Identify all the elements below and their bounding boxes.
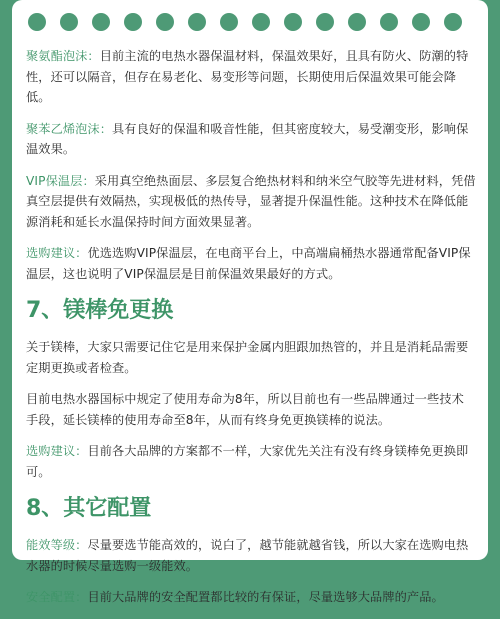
paragraph-label: 聚氨酯泡沫： bbox=[26, 49, 100, 63]
dot-ornament bbox=[60, 13, 78, 31]
decorative-dot-row bbox=[12, 0, 488, 44]
paragraph-label: 能效等级： bbox=[26, 538, 88, 552]
paragraph-text: 尽量要选节能高效的，说白了，越节能就越省钱，所以大家在选购电热水器的时候尽量选购一级能效。 bbox=[26, 538, 469, 573]
dot-ornament bbox=[348, 13, 366, 31]
paragraph-polystyrene bbox=[26, 119, 476, 160]
dot-ornament bbox=[380, 13, 398, 31]
paragraph-text: 目前主流的电热水器保温材料，保温效果好，且具有防火、防潮的特性，还可以隔音，但存在易老化、易变形等问题，长期使用后保温效果可能会降低。 bbox=[26, 49, 469, 104]
dot-ornament bbox=[252, 13, 270, 31]
paragraph-label: 选购建议： bbox=[26, 246, 88, 260]
paragraph-vip-insulation bbox=[26, 171, 476, 233]
dot-ornament bbox=[188, 13, 206, 31]
dot-ornament bbox=[412, 13, 430, 31]
paragraph-rod-advice bbox=[26, 441, 476, 482]
paragraph-label: 聚苯乙烯泡沫： bbox=[26, 121, 113, 136]
paragraph-rod-intro bbox=[26, 337, 476, 378]
paragraph-text: 关于镁棒，大家只需要记住它是用来保护金属内胆跟加热管的，并且是消耗品需要定期更换或者检查。 bbox=[26, 340, 469, 375]
section-heading-other-config: 8、其它配置 bbox=[26, 496, 152, 521]
paragraph-polyurethane bbox=[26, 46, 476, 108]
paragraph-text: 目前大品牌的安全配置都比较的有保证，尽量选够大品牌的产品。 bbox=[87, 590, 444, 604]
dot-ornament bbox=[92, 13, 110, 31]
paragraph-label: 选购建议： bbox=[26, 444, 88, 458]
dot-ornament bbox=[316, 13, 334, 31]
paragraph-text: 采用真空绝热面层、多层复合绝热材料和纳米空气胶等先进材料，凭借真空层提供有效隔热，实现极低的热传导，显著提升保温性能。这种技术在降低能源消耗和延长水温保持时间方面效果显著。 bbox=[26, 173, 476, 229]
dot-ornament bbox=[284, 13, 302, 31]
paragraph-safety-config bbox=[26, 587, 476, 608]
paragraph-text: 目前各大品牌的方案都不一样，大家优先关注有没有终身镁棒免更换即可。 bbox=[26, 444, 469, 479]
dot-ornament bbox=[124, 13, 142, 31]
paragraph-text: 优选选购VIP保温层，在电商平台上，中高端扁桶热水器通常配备VIP保温层，这也说明了VIP保温层是目前保温效果最好的方式。 bbox=[26, 246, 471, 281]
paragraph-label: 安全配置： bbox=[26, 590, 88, 604]
dot-ornament bbox=[220, 13, 238, 31]
dot-ornament bbox=[444, 13, 462, 31]
dot-ornament bbox=[156, 13, 174, 31]
paragraph-text: 目前电热水器国标中规定了使用寿命为8年，所以目前也有一些品牌通过一些技术手段，延长镁棒的使用寿命至8年，从而有终身免更换镁棒的说法。 bbox=[26, 392, 464, 427]
dot-ornament bbox=[28, 13, 46, 31]
paragraph-text: 具有良好的保温和吸音性能，但其密度较大，易受潮变形，影响保温效果。 bbox=[26, 121, 469, 156]
paragraph-energy-level bbox=[26, 535, 476, 576]
paragraph-purchase-advice bbox=[26, 243, 476, 284]
section-heading-magnesium-rod: 7、镁棒免更换 bbox=[26, 298, 174, 323]
paragraph-rod-lifespan bbox=[26, 389, 476, 430]
paragraph-label: VIP保温层： bbox=[26, 173, 95, 188]
